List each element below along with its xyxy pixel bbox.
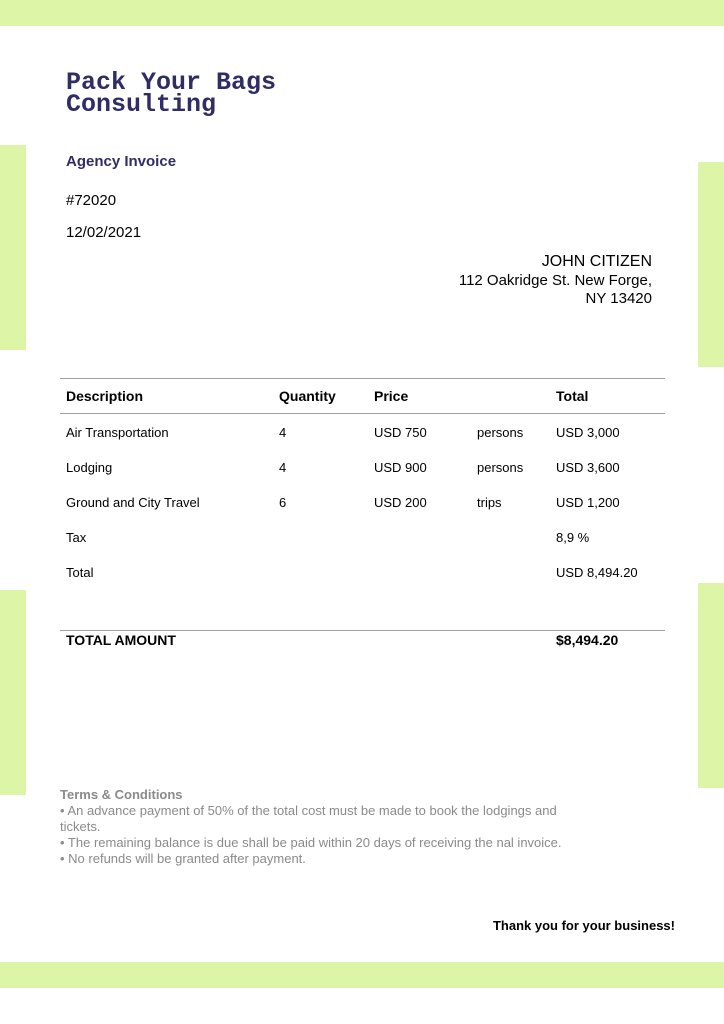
- company-name: Pack Your Bags Consulting: [66, 68, 277, 119]
- left-band: [0, 145, 26, 350]
- terms-item: • The remaining balance is due shall be paid within 20 days of receiving the nal invoice.: [60, 835, 562, 850]
- table-cell: Tax: [66, 530, 87, 545]
- table-cell: 4: [279, 460, 287, 475]
- column-header: Quantity: [279, 388, 336, 404]
- total-rule: [60, 630, 665, 631]
- bottom-band: [0, 962, 724, 988]
- invoice-date: 12/02/2021: [66, 224, 142, 241]
- table-cell: Ground and City Travel: [66, 495, 200, 510]
- table-cell: trips: [477, 495, 502, 510]
- table-cell: persons: [477, 460, 524, 475]
- table-cell: Air Transportation: [66, 425, 169, 440]
- terms-section: [60, 787, 590, 867]
- total-amount-label: TOTAL AMOUNT: [66, 632, 176, 648]
- table-cell: Total: [66, 565, 94, 580]
- table-cell: USD 1,200: [556, 495, 620, 510]
- client-name: JOHN CITIZEN: [541, 253, 652, 270]
- terms-title: Terms & Conditions: [60, 787, 183, 802]
- table-cell: USD 750: [374, 425, 427, 440]
- table-cell: USD 8,494.20: [556, 565, 638, 580]
- column-header: Price: [374, 388, 409, 404]
- thank-you-note: Thank you for your business!: [492, 918, 675, 933]
- table-cell: USD 200: [374, 495, 427, 510]
- table-cell: USD 900: [374, 460, 427, 475]
- client-address-line2: NY 13420: [585, 290, 652, 307]
- table-cell: Lodging: [66, 460, 113, 475]
- column-header: Total: [556, 388, 589, 404]
- table-header-rule: [60, 413, 665, 414]
- table-cell: USD 3,600: [556, 460, 620, 475]
- invoice-number: #72020: [66, 192, 117, 209]
- table-cell: 4: [279, 425, 287, 440]
- column-header: Description: [66, 388, 144, 404]
- table-top-rule: [60, 378, 665, 379]
- terms-item: • An advance payment of 50% of the total cost must be made to book the lodgings and tickets.: [60, 803, 557, 834]
- top-band: [0, 0, 724, 26]
- left-band: [0, 590, 26, 795]
- terms-item: • No refunds will be granted after payment.: [60, 851, 306, 866]
- client-address-line1: 112 Oakridge St. New Forge,: [458, 272, 652, 289]
- document-title: Agency Invoice: [66, 153, 177, 170]
- right-band: [698, 162, 724, 367]
- right-band: [698, 583, 724, 788]
- table-cell: persons: [477, 425, 524, 440]
- table-cell: 8,9 %: [556, 530, 590, 545]
- total-amount-value: $8,494.20: [556, 632, 619, 648]
- table-cell: 6: [279, 495, 287, 510]
- table-cell: USD 3,000: [556, 425, 620, 440]
